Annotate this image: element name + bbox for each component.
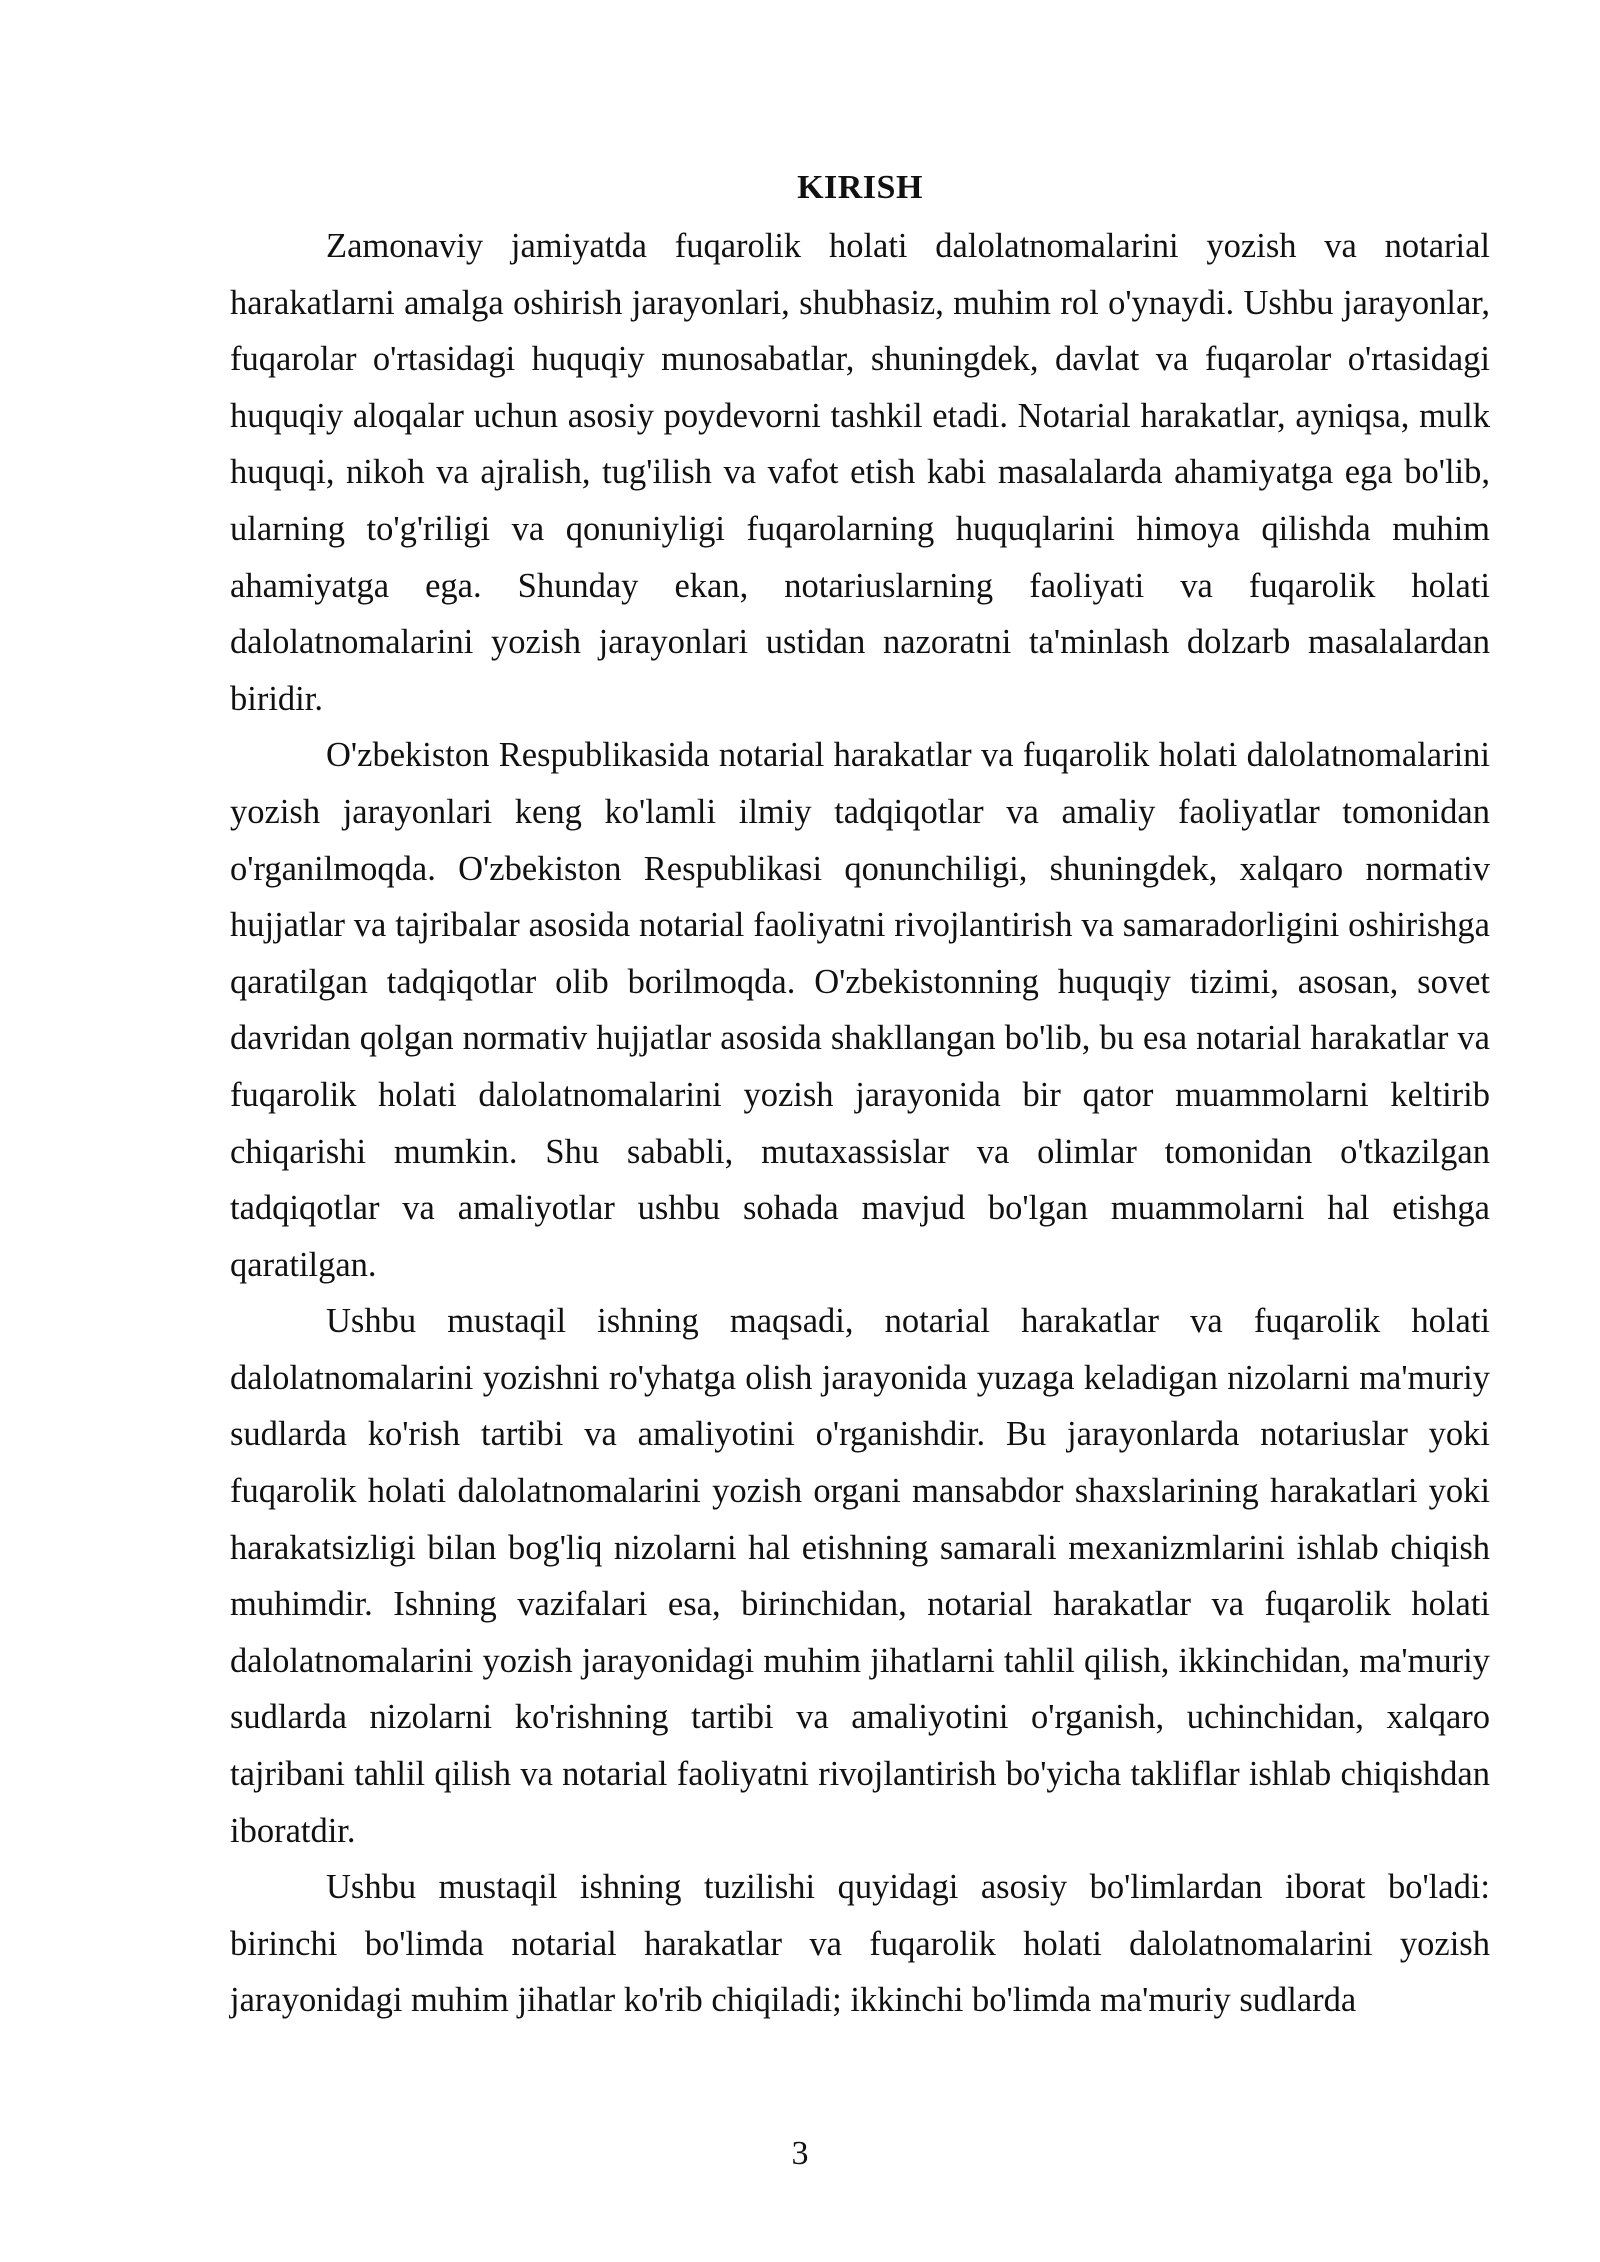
page-number: 3: [791, 2135, 809, 2172]
paragraph-2: O'zbekiston Respublikasida notarial harakatlar va fuqarolik holati dalolatnomalarini yozish jarayonlari keng ko'lamli ilmiy tadqiqotlar va amaliy faoliyatlar tomonidan o'rganilmoqda. O'zbekiston Respublikasi qonunchiligi, shuningdek, xalqaro normativ hujjatlar va tajribalar asosida notarial faoliyatni rivojlantirish va samaradorligini oshirishga qaratilgan tadqiqotlar olib borilmoqda. O'zbekistonning huquqiy tizimi, asosan, sovet davridan qolgan normativ hujjatlar asosida shakllangan bo'lib, bu esa notarial harakatlar va fuqarolik holati dalolatnomalarini yozish jarayonida bir qator muammolarni keltirib chiqarishi mumkin. Shu sababli, mutaxassislar va olimlar tomonidan o'tkazilgan tadqiqotlar va amaliyotlar ushbu sohada mavjud bo'lgan muammolarni hal etishga qaratilgan.: [230, 736, 1490, 1284]
paragraph-4: Ushbu mustaqil ishning tuzilishi quyidagi asosiy bo'limlardan iborat bo'ladi: birinchi bo'limda notarial harakatlar va fuqarolik holati dalolatnomalarini yozish jarayonidagi muhim jihatlar ko'rib chiqiladi; ikkinchi bo'limda ma'muriy sudlarda: [230, 1868, 1490, 2020]
paragraph-1: Zamonaviy jamiyatda fuqarolik holati dalolatnomalarini yozish va notarial harakatlarni amalga oshirish jarayonlari, shubhasiz, muhim rol o'ynaydi. Ushbu jarayonlar, fuqarolar o'rtasidagi huquqiy munosabatlar, shuningdek, davlat va fuqarolar o'rtasidagi huquqiy aloqalar uchun asosiy poydevorni tashkil etadi. Notarial harakatlar, ayniqsa, mulk huquqi, nikoh va ajralish, tug'ilish va vafot etish kabi masalalarda ahamiyatga ega bo'lib, ularning to'g'riligi va qonuniyligi fuqarolarning huquqlarini himoya qilishda muhim ahamiyatga ega. Shunday ekan, notariuslarning faoliyati va fuqarolik holati dalolatnomalarini yozish jarayonlari ustidan nazoratni ta'minlash dolzarb masalalardan biridir.: [230, 227, 1490, 718]
paragraph-3: Ushbu mustaqil ishning maqsadi, notarial harakatlar va fuqarolik holati dalolatnomalarini yozishni ro'yhatga olish jarayonida yuzaga keladigan nizolarni ma'muriy sudlarda ko'rish tartibi va amaliyotini o'rganishdir. Bu jarayonlarda notariuslar yoki fuqarolik holati dalolatnomalarini yozish organi mansabdor shaxslarining harakatlari yoki harakatsizligi bilan bog'liq nizolarni hal etishning samarali mexanizmlarini ishlab chiqish muhimdir. Ishning vazifalari esa, birinchidan, notarial harakatlar va fuqarolik holati dalolatnomalarini yozish jarayonidagi muhim jihatlarni tahlil qilish, ikkinchidan, ma'muriy sudlarda nizolarni ko'rishning tartibi va amaliyotini o'rganish, uchinchidan, xalqaro tajribani tahlil qilish va notarial faoliyatni rivojlantirish bo'yicha takliflar ishlab chiqishdan iboratdir.: [230, 1302, 1490, 1850]
page-content: [230, 160, 1490, 2029]
section-title: KIRISH: [797, 169, 923, 206]
